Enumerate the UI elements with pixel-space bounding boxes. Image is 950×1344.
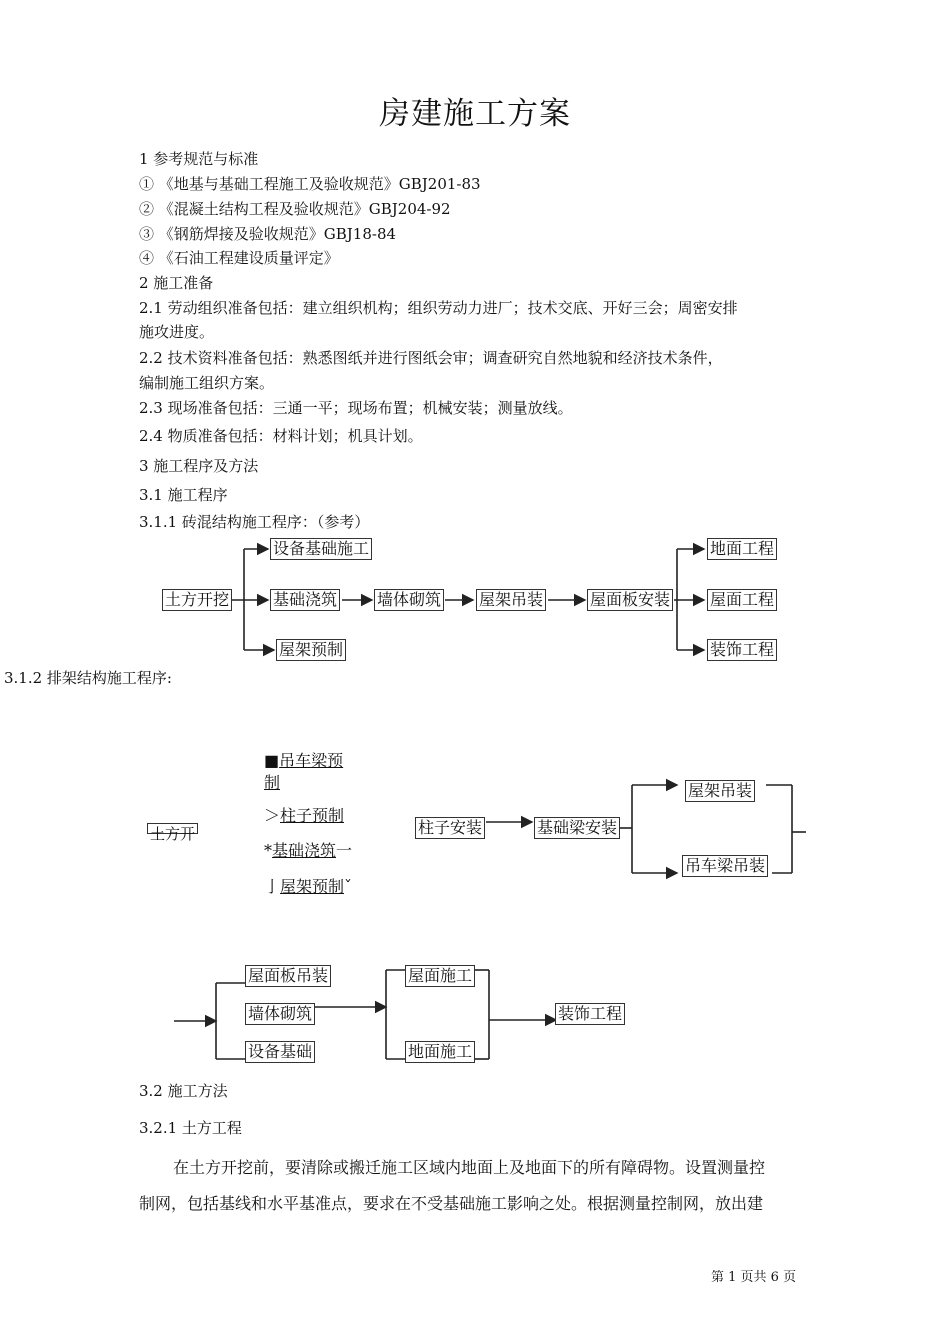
- flow-node-wall-masonry: 墙体砌筑: [245, 1003, 315, 1025]
- subsection-heading: 3.1.2 排架结构施工程序:: [4, 669, 172, 687]
- paragraph-line: 在土方开挖前，要清除或搬迁施工区域内地面上及地面下的所有障碍物。设置测量控: [173, 1158, 766, 1177]
- section-heading: 2 施工准备: [139, 274, 214, 292]
- paragraph-line: 编制施工组织方案。: [139, 374, 275, 392]
- flow-branch-truss-prefab: [264, 874, 352, 897]
- bracket-bullet-icon: 亅: [264, 877, 281, 896]
- flow-node-roof-panel-install: 屋面板安装: [587, 589, 673, 611]
- flow-node-decoration-work: 装饰工程: [707, 639, 777, 661]
- page-title: 房建施工方案: [379, 96, 571, 132]
- section-heading: 3 施工程序及方法: [139, 457, 259, 475]
- flow-node-ground-construction: 地面施工: [405, 1041, 475, 1063]
- standard-item: ③ 《钢筋焊接及验收规范》GBJ18-84: [139, 225, 397, 243]
- flow-node-equipment-foundation: 设备基础施工: [270, 538, 372, 560]
- paragraph-line: 2.1 劳动组织准备包括：建立组织机构；组织劳动力进厂；技术交底、开好三会；周密安排: [139, 299, 738, 317]
- standard-item: ② 《混凝土结构工程及验收规范》GBJ204-92: [139, 200, 451, 218]
- paragraph-line: 2.4 物质准备包括：材料计划；机具计划。: [139, 427, 423, 445]
- flow-node-roof-construction: 屋面施工: [405, 965, 475, 987]
- standard-item: ④ 《石油工程建设质量评定》: [139, 249, 339, 267]
- flow-branch-column-prefab: [264, 803, 344, 826]
- flow-node-decoration-work: 装饰工程: [555, 1003, 625, 1025]
- flow-branch-foundation-pour: [264, 838, 352, 861]
- flow-node-roof-panel-lift: 屋面板吊装: [245, 965, 331, 987]
- flow-node-ground-work: 地面工程: [707, 538, 777, 560]
- subsection-heading: 3.2 施工方法: [139, 1082, 228, 1100]
- page-footer: 第 1 页共 6 页: [711, 1270, 797, 1285]
- subsection-heading: 3.1 施工程序: [139, 486, 228, 504]
- subsection-heading: 3.2.1 土方工程: [139, 1119, 242, 1137]
- standard-item: ① 《地基与基础工程施工及验收规范》GBJ201-83: [139, 175, 481, 193]
- paragraph-line: 施攻进度。: [139, 323, 215, 341]
- branch-label: 柱子预制: [280, 806, 345, 825]
- asterisk-bullet-icon: *: [264, 841, 272, 860]
- flow-node-earthwork: 土方开挖: [162, 589, 232, 611]
- subsection-heading: 3.1.1 砖混结构施工程序：（参考）: [139, 513, 370, 531]
- paragraph-line: 2.2 技术资料准备包括：熟悉图纸并进行图纸会审；调查研究自然地貌和经济技术条件，: [139, 349, 723, 367]
- flow-node-truss-lift: 屋架吊装: [685, 780, 755, 802]
- branch-label: 屋架预制: [280, 877, 345, 896]
- branch-tail: ˇ: [344, 877, 353, 896]
- branch-label: 基础浇筑: [272, 841, 337, 860]
- flow-node-foundation-pour: 基础浇筑: [270, 589, 340, 611]
- flow-node-wall-masonry: 墙体砌筑: [374, 589, 444, 611]
- flow-node-roof-work: 屋面工程: [707, 589, 777, 611]
- arrow-bullet-icon: ＞: [264, 806, 281, 825]
- section-heading: 1 参考规范与标准: [139, 150, 259, 168]
- flow-node-column-install: 柱子安装: [415, 817, 485, 839]
- flow-branch-crane-beam-prefab: [264, 750, 343, 794]
- flow-node-truss-lift: 屋架吊装: [476, 589, 546, 611]
- square-bullet-icon: ■: [264, 751, 280, 770]
- paragraph-line: 制网，包括基线和水平基准点，要求在不受基础施工影响之处。根据测量控制网，放出建: [139, 1194, 764, 1213]
- flow-node-foundation-beam-install: 基础梁安装: [534, 817, 620, 839]
- flow-node-equipment-foundation: 设备基础: [245, 1041, 315, 1063]
- paragraph-line: 2.3 现场准备包括：三通一平；现场布置；机械安装；测量放线。: [139, 399, 573, 417]
- branch-label: 吊车梁预: [279, 751, 344, 770]
- branch-label-cont: 制: [264, 773, 281, 792]
- flow-node-earthwork-cut: 土方开: [147, 823, 198, 834]
- flow-node-crane-beam-lift: 吊车梁吊装: [682, 855, 768, 877]
- branch-tail: 一: [336, 841, 353, 860]
- flow-node-truss-prefab: 屋架预制: [276, 639, 346, 661]
